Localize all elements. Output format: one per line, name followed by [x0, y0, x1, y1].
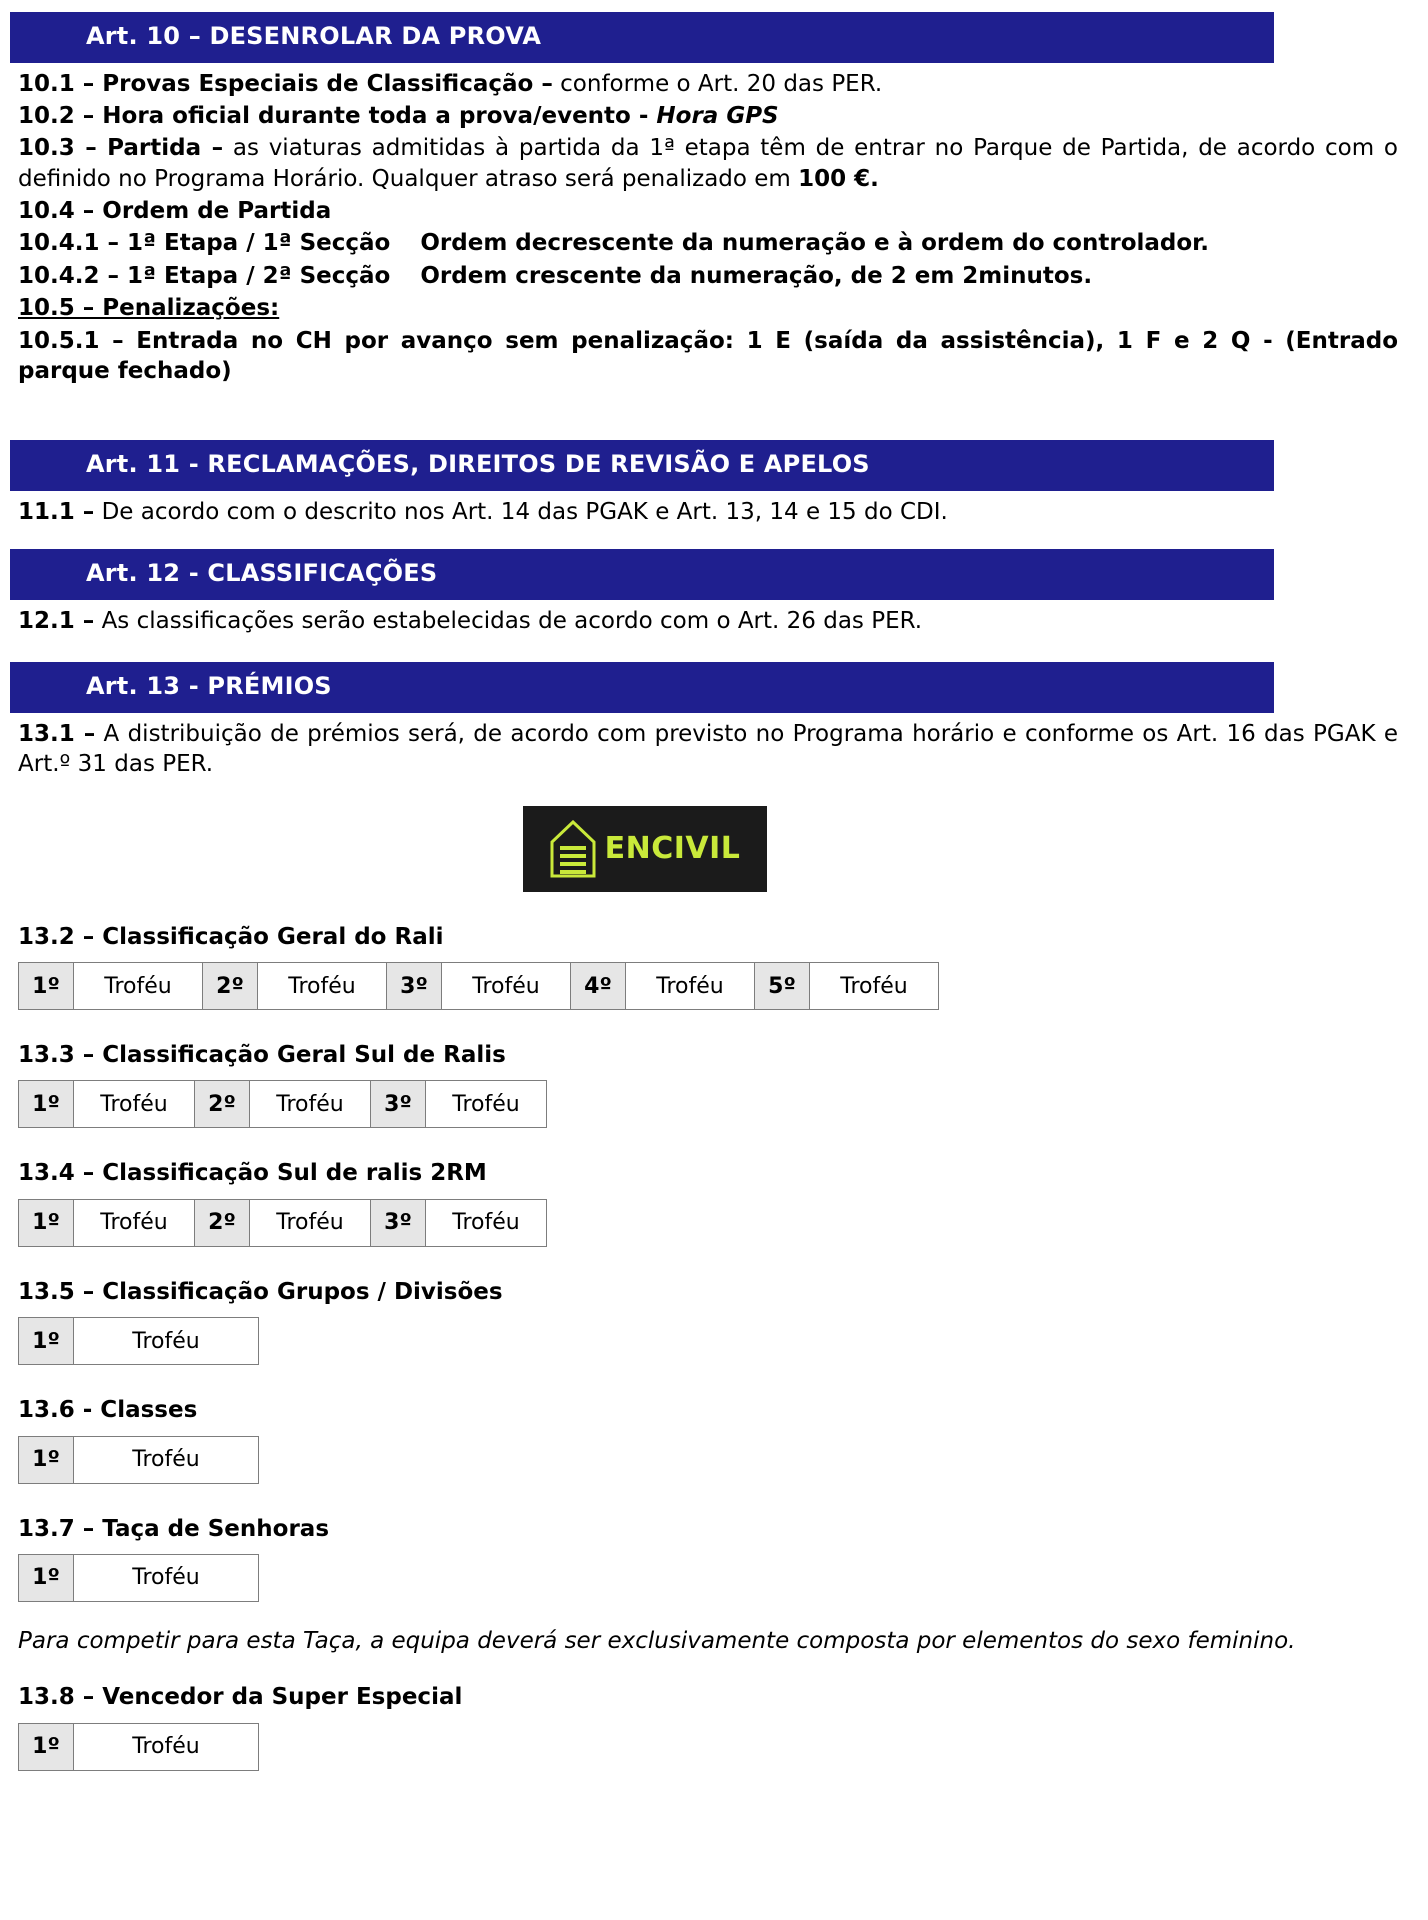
prize-title-13-2: 13.2 – Classificação Geral do Rali	[18, 923, 444, 950]
prize-item: Troféu	[74, 1199, 195, 1246]
section-header-art10: Art. 10 – DESENROLAR DA PROVA	[10, 12, 1274, 63]
prize-position: 3º	[387, 963, 442, 1010]
prize-position: 1º	[19, 1318, 74, 1365]
table-row	[19, 1199, 547, 1246]
clause-10-3	[10, 133, 1398, 194]
prize-position: 5º	[755, 963, 810, 1010]
prize-position: 4º	[571, 963, 626, 1010]
prize-table-13-8	[18, 1723, 259, 1771]
clause-10-5-label: 10.5 – Penalizações:	[18, 295, 280, 322]
prize-item: Troféu	[626, 963, 755, 1010]
clause-12-1-text: As classificações serão estabelecidas de acordo com o Art. 26 das PER.	[94, 607, 923, 634]
clause-10-4-1	[10, 228, 1398, 258]
prize-item: Troféu	[426, 1199, 547, 1246]
table-row	[19, 1554, 259, 1601]
prize-item: Troféu	[426, 1081, 547, 1128]
clause-10-4-label: 10.4 – Ordem de Partida	[18, 198, 332, 225]
prize-item: Troféu	[74, 1554, 259, 1601]
clause-10-5-1	[10, 326, 1398, 387]
clause-10-1	[10, 69, 1398, 99]
prize-item: Troféu	[250, 1199, 371, 1246]
clause-13-1-text: A distribuição de prémios será, de acordo com previsto no Programa horário e conforme os Art. 16 das PGAK e Art.º 31 das PER.	[18, 721, 1398, 778]
prize-item: Troféu	[74, 963, 203, 1010]
table-row	[19, 1318, 259, 1365]
prize-item: Troféu	[74, 1436, 259, 1483]
prize-position: 3º	[371, 1081, 426, 1128]
section-header-art12: Art. 12 - CLASSIFICAÇÕES	[10, 549, 1274, 600]
clause-10-5	[10, 293, 1398, 323]
prize-item: Troféu	[442, 963, 571, 1010]
clause-10-3-label: 10.3 – Partida –	[18, 135, 224, 162]
prize-item: Troféu	[250, 1081, 371, 1128]
clause-10-4-2	[10, 261, 1398, 291]
prize-title-13-4: 13.4 – Classificação Sul de ralis 2RM	[18, 1160, 487, 1187]
prize-position: 2º	[195, 1081, 250, 1128]
clause-10-1-label: 10.1 – Provas Especiais de Classificação –	[18, 70, 553, 97]
prize-table-13-7	[18, 1554, 259, 1602]
clause-10-2-label: 10.2 – Hora oficial durante toda a prova/evento -	[18, 103, 649, 130]
clause-10-3-text: as viaturas admitidas à partida da 1ª etapa têm de entrar no Parque de Partida, de acordo com o definido no Programa Horário. Qualquer atraso será penalizado em	[18, 135, 1398, 192]
prize-table-13-3	[18, 1080, 547, 1128]
prize-position: 1º	[19, 1723, 74, 1770]
prize-position: 1º	[19, 1081, 74, 1128]
clause-11-1-label: 11.1 –	[18, 498, 95, 525]
note-taca-senhoras: Para competir para esta Taça, a equipa deverá ser exclusivamente composta por elementos do sexo feminino.	[18, 1627, 1296, 1654]
clause-10-4	[10, 196, 1398, 226]
prize-title-13-6: 13.6 - Classes	[18, 1397, 198, 1424]
clause-12-1	[10, 606, 1398, 636]
clause-10-2-emphasis: Hora GPS	[648, 103, 779, 130]
prize-table-13-5	[18, 1317, 259, 1365]
prize-position: 1º	[19, 1199, 74, 1246]
prize-item: Troféu	[74, 1723, 259, 1770]
clause-12-1-label: 12.1 –	[18, 607, 95, 634]
prize-position: 3º	[371, 1199, 426, 1246]
prize-position: 1º	[19, 1436, 74, 1483]
prize-position: 1º	[19, 1554, 74, 1601]
table-row	[19, 1723, 259, 1770]
clause-10-4-2-label: 10.4.2 – 1ª Etapa / 2ª Secção	[18, 262, 391, 289]
clause-11-1	[10, 497, 1398, 527]
table-row	[19, 1081, 547, 1128]
encivil-logo-text: ENCIVIL	[604, 830, 741, 866]
prize-item: Troféu	[74, 1318, 259, 1365]
prize-title-13-8: 13.8 – Vencedor da Super Especial	[18, 1684, 463, 1711]
clause-10-5-1-text: 10.5.1 – Entrada no CH por avanço sem penalização: 1 E (saída da assistência), 1 F e 2 Q - (Entrado parque fechado)	[18, 327, 1398, 384]
section-header-art11: Art. 11 - RECLAMAÇÕES, DIREITOS DE REVISÃO E APELOS	[10, 440, 1274, 491]
table-row	[19, 1436, 259, 1483]
clause-10-4-2-text: Ordem crescente da numeração, de 2 em 2minutos.	[420, 262, 1093, 289]
building-icon	[550, 820, 596, 878]
clause-10-1-text: conforme o Art. 20 das PER.	[552, 70, 883, 97]
prize-title-13-5: 13.5 – Classificação Grupos / Divisões	[18, 1278, 503, 1305]
table-row	[19, 963, 939, 1010]
prize-table-13-2	[18, 962, 939, 1010]
clause-10-3-penalty: 100 €.	[798, 165, 879, 192]
prize-item: Troféu	[810, 963, 939, 1010]
clause-10-4-1-text: Ordem decrescente da numeração e à ordem do controlador.	[420, 230, 1209, 257]
encivil-logo	[523, 806, 767, 892]
prize-title-13-7: 13.7 – Taça de Senhoras	[18, 1515, 330, 1542]
section-header-art13: Art. 13 - PRÉMIOS	[10, 662, 1274, 713]
sponsor-logo-container	[10, 806, 1280, 892]
clause-13-1-label: 13.1 –	[18, 721, 96, 747]
prize-position: 2º	[203, 963, 258, 1010]
prize-table-13-4	[18, 1199, 547, 1247]
prize-position: 2º	[195, 1199, 250, 1246]
prize-position: 1º	[19, 963, 74, 1010]
clause-10-4-1-label: 10.4.1 – 1ª Etapa / 1ª Secção	[18, 230, 391, 257]
prize-item: Troféu	[258, 963, 387, 1010]
clause-13-1	[10, 719, 1398, 780]
clause-10-2	[10, 101, 1398, 131]
clause-11-1-text: De acordo com o descrito nos Art. 14 das PGAK e Art. 13, 14 e 15 do CDI.	[94, 498, 948, 525]
prize-table-13-6	[18, 1436, 259, 1484]
prize-item: Troféu	[74, 1081, 195, 1128]
prize-title-13-3: 13.3 – Classificação Geral Sul de Ralis	[18, 1042, 506, 1069]
